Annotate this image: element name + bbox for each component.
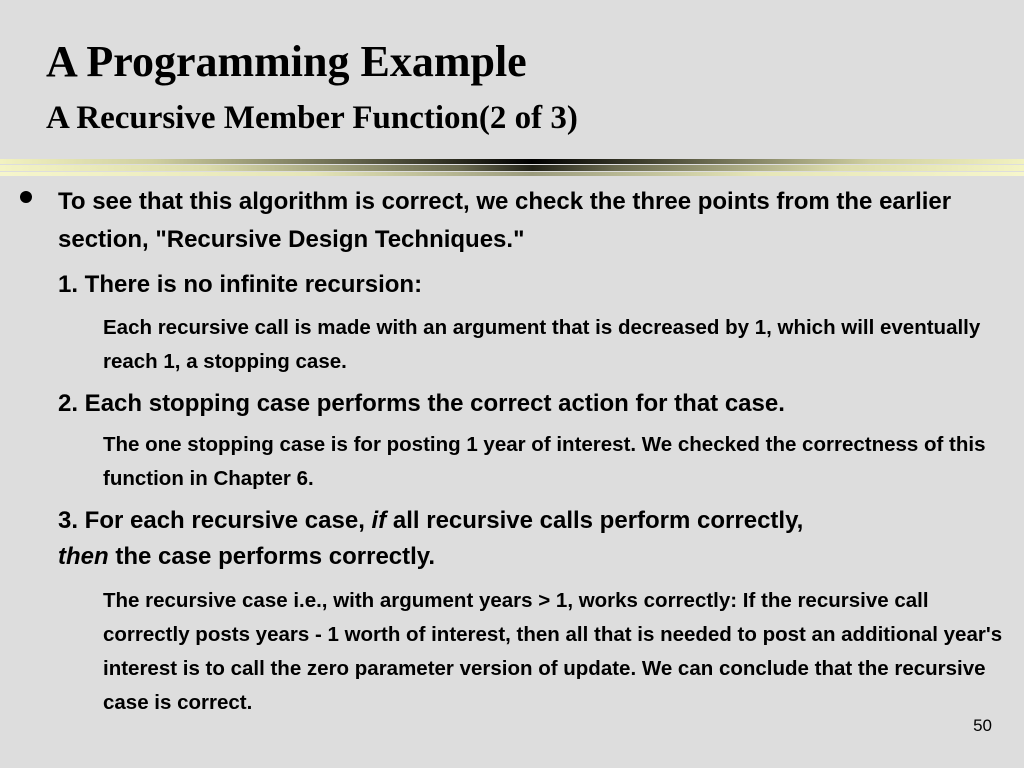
point-3-then: then: [58, 543, 109, 570]
point-3-suffix: the case performs correctly.: [108, 543, 436, 570]
point-3-middle: all recursive calls perform correctly,: [386, 507, 804, 534]
point-3-if: if: [371, 507, 387, 534]
slide-subtitle: A Recursive Member Function(2 of 3): [46, 100, 578, 136]
point-2-detail: The one stopping case is for posting 1 year of interest. We checked the correctness of this function in Chapter 6.: [103, 433, 986, 490]
point-3-detail: The recursive case i.e., with argument years > 1, works correctly: If the recursive call correctly posts years - 1 worth of interest, then all that is needed to post an additional year's interest is to call the zero parameter version of update. We can conclude that the recursive case is correct.: [103, 589, 1003, 714]
point-2-heading: 2. Each stopping case performs the correct action for that case.: [58, 390, 785, 417]
point-1-heading: 1. There is no infinite recursion:: [58, 271, 423, 298]
slide-title: A Programming Example: [46, 37, 527, 86]
point-1-detail: Each recursive call is made with an argument that is decreased by 1, which will eventually reach 1, a stopping case.: [103, 316, 981, 373]
point-3-heading: [58, 503, 988, 575]
page-number: 50: [973, 716, 992, 735]
intro-text: To see that this algorithm is correct, we check the three points from the earlier section, "Recursive Design Techniques.": [58, 188, 952, 253]
bullet-dot-icon: [20, 191, 32, 203]
point-3-prefix: 3. For each recursive case,: [58, 507, 372, 534]
